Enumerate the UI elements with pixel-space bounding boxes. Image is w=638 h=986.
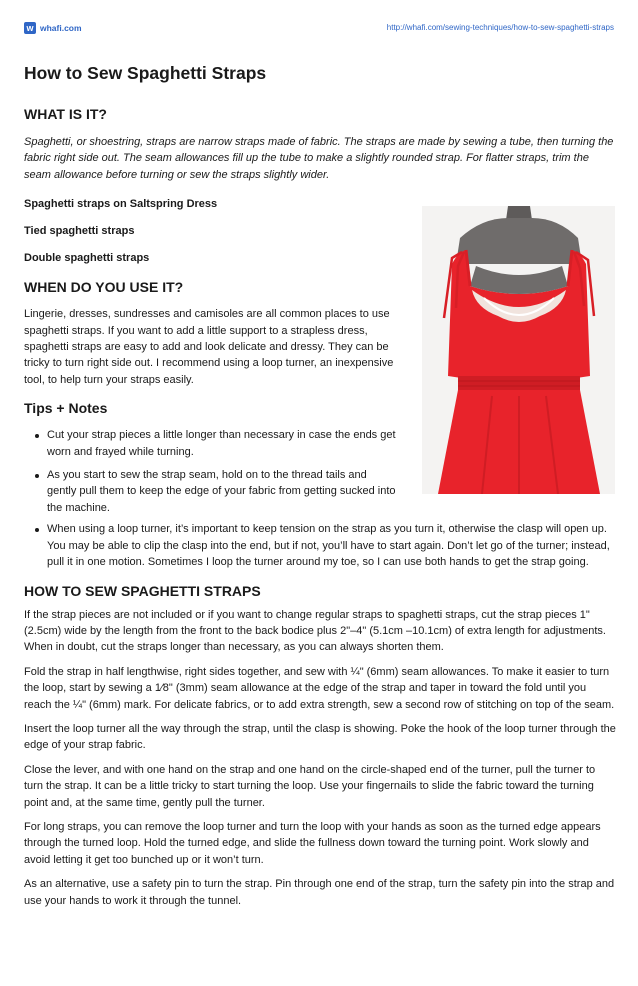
page-title: How to Sew Spaghetti Straps (24, 63, 267, 83)
bullet-icon (35, 434, 39, 438)
tip-text: Cut your strap pieces a little longer than necessary in case the ends get worn and frayed while turning. (47, 429, 396, 458)
tip-text: As you start to sew the strap seam, hold on to the thread tails and gently pull them to keep the edge of your fabric from getting sucked into the machine. (47, 469, 396, 514)
how-paragraph: Fold the strap in half lengthwise, right sides together, and sew with ¼" (6mm) seam allowances. To make it easier to turn the loop, start by sewing a 1⁄8" (3mm) seam allowance at the edge of the strap and taper in toward the fold until you reach the ¼" (6mm) mark. For delicate fabrics, or to add extra strength, sew a second row of stitching on top of the seam. (24, 665, 615, 711)
tip-text: When using a loop turner, it’s important to keep tension on the strap as you turn it, otherwise the clasp will open up. You may be able to clip the clasp into the end, but if not, you’ll have to start again. Don’t let go of the turner; instead, pull it in one motion. Sometimes I loop the turner around my toe, so I can use both hands to get the strap going. (47, 523, 610, 569)
section-heading-what: WHAT IS IT? (24, 106, 107, 122)
link-double-straps[interactable]: Double spaghetti straps (24, 252, 150, 265)
when-paragraph: Lingerie, dresses, sundresses and camisoles are all common places to use spaghetti straps. If you want to add a little support to a strapless dress, spaghetti straps are easy to add and look delicate and dressy. They can be tricky to turn right side out. I recommend using a loop turner, an inexpensive tool, to help turn your straps easily. (24, 308, 394, 386)
what-paragraph: Spaghetti, or shoestring, straps are narrow straps made of fabric. The straps are made by sewing a tube, then turning the fabric right side out. The seam allowances fill up the tube to make a slightly rounded strap. For flatter straps, trim the seam allowance before turning or sew the straps slightly wider. (24, 136, 614, 181)
section-heading-when: WHEN DO YOU USE IT? (24, 279, 184, 296)
list-item (24, 467, 399, 516)
bullet-icon (35, 474, 39, 478)
list-item (24, 427, 399, 460)
list-item (24, 521, 616, 570)
how-paragraph: Insert the loop turner all the way through the strap, until the clasp is showing. Poke the hook of the loop turner through the edge of your strap fabric. (24, 722, 616, 752)
red-dress-photo (422, 206, 615, 494)
section-heading-tips: Tips + Notes (24, 400, 108, 417)
page-url-link[interactable]: http://whafi.com/sewing-techniques/how-to-sew-spaghetti-straps (386, 23, 614, 32)
site-logo-icon[interactable]: w (24, 22, 36, 34)
how-paragraph: Close the lever, and with one hand on the strap and one hand on the circle-shaped end of the turner, pull the turner to turn the strap. It can be a little tricky to start turning the loop. Use your fingernails to slide the fabric toward the turning point and, at the same time, gently pull the turner. (24, 763, 596, 809)
section-heading-how: HOW TO SEW SPAGHETTI STRAPS (24, 582, 261, 599)
how-paragraph: If the strap pieces are not included or if you want to change regular straps to spaghetti straps, cut the strap pieces 1" (2.5cm) wide by the length from the front to the back bodice plus 2"–4" (5.1cm –10.1cm) of extra length for adjustments. When in doubt, cut the straps longer than necessary, as you can always shorten them. (24, 608, 606, 654)
how-paragraph: As an alternative, use a safety pin to turn the strap. Pin through one end of the strap, turn the safety pin into the strap and use your hands to work it through the tunnel. (24, 878, 615, 907)
bullet-icon (35, 528, 39, 532)
how-paragraph: For long straps, you can remove the loop turner and turn the loop with your hands as soon as the turned edge appears through the turned loop. Hold the turned edge, and slide the fullness down toward the turning point. Work slowly and avoid letting it get too bunched up or it won’t turn. (24, 820, 601, 866)
link-tied-straps[interactable]: Tied spaghetti straps (24, 225, 135, 238)
link-saltspring-dress[interactable]: Spaghetti straps on Saltspring Dress (24, 198, 218, 211)
page-header (24, 22, 614, 36)
site-name-link[interactable]: whafi.com (40, 23, 82, 33)
